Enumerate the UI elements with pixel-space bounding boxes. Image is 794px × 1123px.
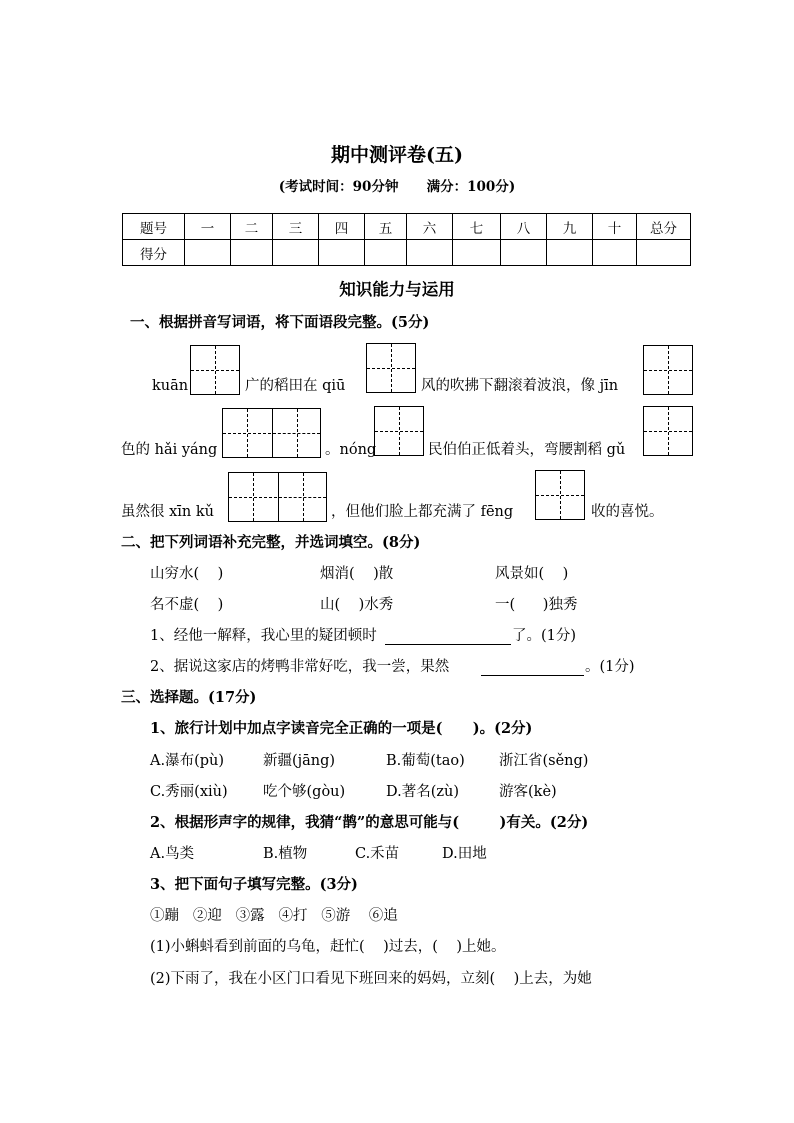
q3-item3-sentence-2: (2)下雨了，我在小区门口看见下班回来的妈妈，立刻( )上去，为她 (150, 971, 592, 987)
score-header-cell: 八 (501, 214, 547, 240)
score-header-cell: 一 (185, 214, 231, 240)
q3-item1-option: 游客(kè) (499, 784, 557, 800)
score-table-header-row (123, 214, 691, 240)
score-header-cell: 题号 (123, 214, 185, 240)
q3-item1-option[interactable]: A.瀑布(pù) (150, 753, 225, 769)
score-header-cell: 二 (231, 214, 273, 240)
q2-blank-1[interactable] (385, 644, 511, 645)
page-title: 期中测评卷(五) (331, 144, 463, 166)
q3-item2-option[interactable]: C.禾苗 (355, 846, 400, 862)
exam-info: (考试时间：90分钟 满分：100分) (278, 179, 516, 195)
q1-line1-text-2: 广的稻田在 qiū (245, 378, 346, 394)
q3-item1-option[interactable]: D.著名(zù) (386, 784, 460, 800)
q3-item2-option[interactable]: D.田地 (442, 846, 487, 862)
score-header-cell: 五 (365, 214, 407, 240)
q3-item-3: 3、把下面句子填写完整。(3分) (150, 876, 358, 893)
score-input-cell[interactable] (453, 240, 501, 266)
q1-line1-text-3: 风的吹拂下翻滚着波浪，像 jīn (421, 378, 619, 394)
score-input-cell[interactable] (407, 240, 453, 266)
q2-sentence-1-end: 了。(1分) (512, 628, 577, 644)
score-input-cell[interactable] (185, 240, 231, 266)
q3-item1-option[interactable]: C.秀丽(xiù) (150, 784, 228, 800)
q1-heading: 一、根据拼音写词语，将下面语段完整。(5分) (130, 314, 430, 331)
q3-item3-choices: ①蹦 ②迎 ③露 ④打 ⑤游 ⑥追 (150, 908, 398, 924)
q2-idiom: 山穷水( ) (150, 566, 224, 582)
score-input-cell[interactable] (231, 240, 273, 266)
q3-item1-option: 吃个够(gòu) (263, 784, 346, 800)
score-header-cell: 四 (319, 214, 365, 240)
score-input-cell[interactable] (593, 240, 637, 266)
score-input-cell[interactable] (365, 240, 407, 266)
q2-sentence-2: 2、据说这家店的烤鸭非常好吃，我一尝，果然 (150, 659, 450, 675)
score-table-score-row (123, 240, 691, 266)
q3-item-2: 2、根据形声字的规律，我猜“鹊”的意思可能与( )有关。(2分) (150, 814, 589, 831)
q1-line3-text-1: 虽然很 xīn kǔ (121, 504, 214, 520)
score-header-cell: 九 (547, 214, 593, 240)
tianzige-box[interactable] (190, 345, 240, 395)
q2-idiom: 风景如( ) (495, 566, 569, 582)
tianzige-box[interactable] (643, 406, 693, 456)
tianzige-box[interactable] (535, 470, 585, 520)
section-heading: 知识能力与运用 (339, 280, 455, 299)
q2-idiom: 山( )水秀 (320, 597, 394, 613)
q2-heading: 二、把下列词语补充完整，并选词填空。(8分) (121, 534, 421, 551)
q1-line3-text-3: 收的喜悦。 (591, 504, 664, 520)
score-input-cell[interactable] (501, 240, 547, 266)
q2-idiom: 名不虚( ) (150, 597, 224, 613)
score-input-cell[interactable] (319, 240, 365, 266)
q2-blank-2[interactable] (481, 675, 584, 676)
score-input-cell[interactable] (547, 240, 593, 266)
score-input-cell[interactable] (273, 240, 319, 266)
score-header-cell: 总分 (637, 214, 691, 240)
q2-sentence-2-end: 。(1分) (585, 659, 635, 675)
q1-line2-text-1: 色的 hǎi yáng (121, 442, 218, 458)
score-table (122, 213, 691, 266)
q1-line3-text-2: ，但他们脸上都充满了 fēng (331, 504, 514, 520)
q3-item2-option[interactable]: B.植物 (263, 846, 308, 862)
score-input-cell[interactable] (637, 240, 691, 266)
q3-item2-option[interactable]: A.鸟类 (150, 846, 195, 862)
score-header-cell: 三 (273, 214, 319, 240)
q2-idiom: 一( )独秀 (495, 597, 578, 613)
q1-line2-text-3: 民伯伯正低着头，弯腰割稻 gǔ (428, 442, 626, 458)
q1-line1-text-1: kuān (152, 378, 189, 394)
tianzige-box[interactable] (374, 406, 424, 456)
tianzige-box[interactable] (366, 343, 416, 393)
q2-sentence-1: 1、经他一解释，我心里的疑团顿时 (150, 628, 377, 644)
q3-heading: 三、选择题。(17分) (121, 689, 257, 706)
score-header-cell: 七 (453, 214, 501, 240)
score-row-label: 得分 (123, 240, 185, 266)
tianzige-box[interactable] (643, 345, 693, 395)
q3-item1-option[interactable]: B.葡萄(tao) (386, 753, 465, 769)
q1-line2-text-2: 。nóng (325, 442, 377, 458)
tianzige-box-double[interactable] (222, 408, 321, 458)
score-header-cell: 六 (407, 214, 453, 240)
q3-item-1: 1、旅行计划中加点字读音完全正确的一项是( )。(2分) (150, 720, 533, 737)
tianzige-box-double[interactable] (228, 472, 327, 522)
q3-item1-option: 新疆(jāng) (263, 753, 336, 769)
q3-item3-sentence-1: (1)小蝌蚪看到前面的乌龟，赶忙( )过去，( )上她。 (150, 939, 506, 955)
q2-idiom: 烟消( )散 (320, 566, 394, 582)
q3-item1-option: 浙江省(sěng) (499, 753, 589, 769)
score-header-cell: 十 (593, 214, 637, 240)
